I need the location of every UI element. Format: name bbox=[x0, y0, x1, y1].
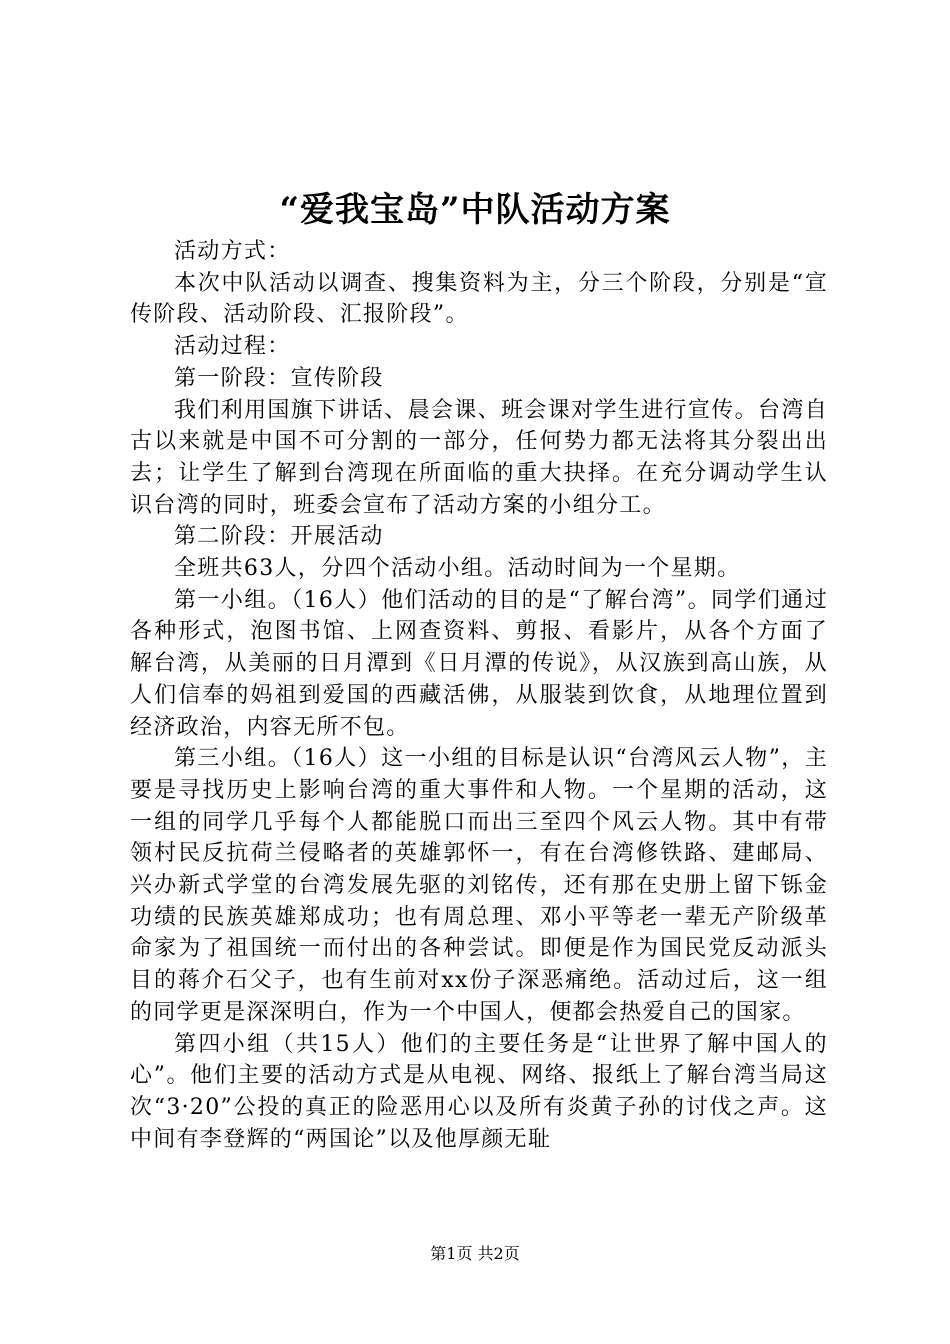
paragraph-stage-one-heading: 第一阶段：宣传阶段 bbox=[174, 365, 384, 391]
paragraph-group-one: 第一小组。（16人）他们活动的目的是“了解台湾”。同学们通过各种形式，泡图书馆、上网查资料、剪报、看影片，从各个方面了解台湾，从美丽的日月潭到《日月潭的传说》，从汉族到高山族，从人们信奉的妈祖到爱国的西藏活佛，从服装到饮食，从地理位置到经济政治，内容无所不包。 bbox=[130, 587, 828, 740]
paragraph-group-four: 第四小组（共15人）他们的主要任务是“让世界了解中国人的心”。他们主要的活动方式是从电视、网络、报纸上了解台湾当局这次“3·20”公投的真正的险恶用心以及所有炎黄子孙的讨伐之声。这中间有李登辉的“两国论”以及他厚颜无耻 bbox=[130, 1031, 828, 1152]
document-title: “爱我宝岛”中队活动方案 bbox=[279, 190, 671, 230]
page-footer: 第1页 共2页 bbox=[430, 1244, 520, 1263]
paragraph-stage-one: 我们利用国旗下讲话、晨会课、班会课对学生进行宣传。台湾自古以来就是中国不可分割的一部分，任何势力都无法将其分裂出出去；让学生了解到台湾现在所面临的重大抉择。在充分调动学生认识台湾的同时，班委会宣布了活动方案的小组分工。 bbox=[130, 397, 828, 518]
paragraph-activity-process-heading: 活动过程： bbox=[174, 334, 291, 360]
paragraph-stage-two-heading: 第二阶段：开展活动 bbox=[174, 524, 384, 550]
paragraph-group-three: 第三小组。（16人）这一小组的目标是认识“台湾风云人物”，主要是寻找历史上影响台湾的重大事件和人物。一个星期的活动，这一组的同学几乎每个人都能脱口而出三至四个风云人物。其中有带领村民反抗荷兰侵略者的英雄郭怀一，有在台湾修铁路、建邮局、兴办新式学堂的台湾发展先驱的刘铭传，还有那在史册上留下铄金功绩的民族英雄郑成功；也有周总理、邓小平等老一辈无产阶级革命家为了祖国统一而付出的各种尝试。即便是作为国民党反动派头目的蒋介石父子，也有生前对xx份子深恶痛绝。活动过后，这一组的同学更是深深明白，作为一个中国人，便都会热爱自己的国家。 bbox=[130, 746, 828, 1025]
paragraph-activity-method: 本次中队活动以调查、搜集资料为主，分三个阶段，分别是“宣传阶段、活动阶段、汇报阶段”。 bbox=[130, 270, 828, 328]
document-body bbox=[130, 236, 828, 1155]
paragraph-class-groups: 全班共63人，分四个活动小组。活动时间为一个星期。 bbox=[174, 556, 741, 582]
paragraph-activity-method-heading: 活动方式： bbox=[174, 239, 291, 264]
